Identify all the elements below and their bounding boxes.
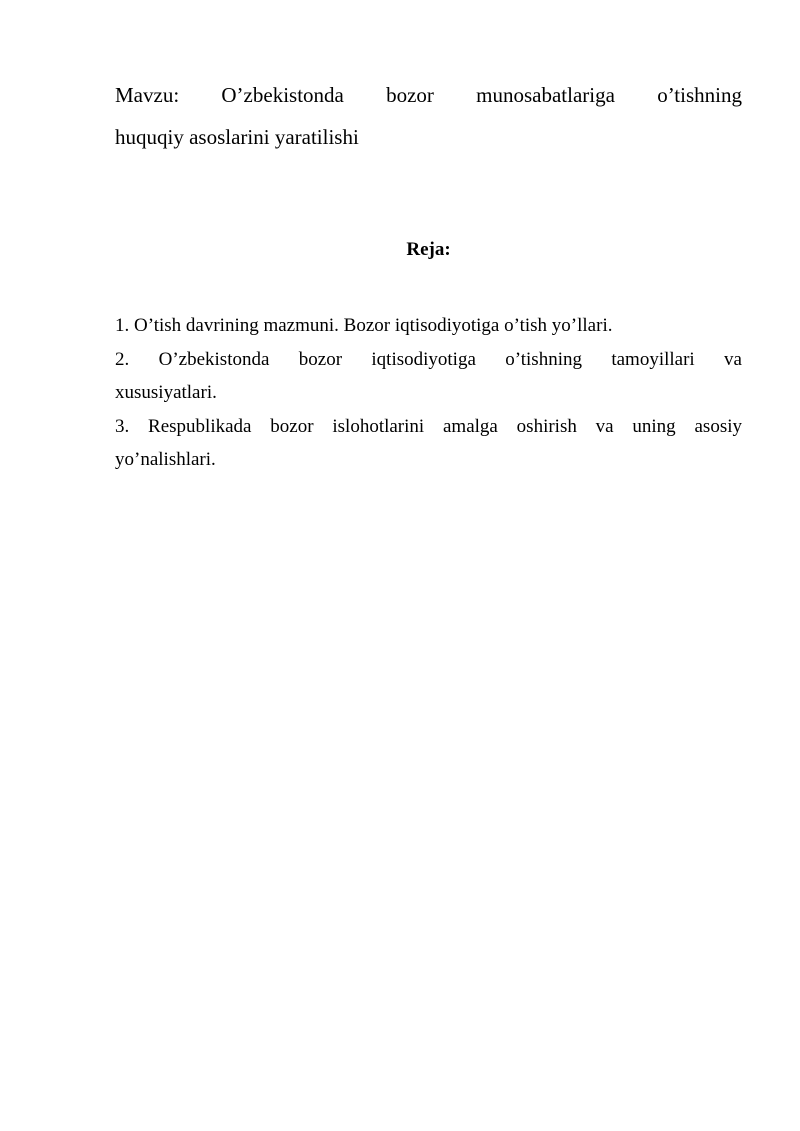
plan-item-1-line-1: 1. O’tish davrining mazmuni. Bozor iqtisodiyotiga o’tish yo’llari. <box>115 315 613 336</box>
plan-item-2-line-1: 2. O’zbekistonda bozor iqtisodiyotiga o’tishning tamoyillari va <box>115 348 742 370</box>
plan-item-1 <box>115 309 742 343</box>
topic-title <box>115 74 742 158</box>
topic-title-line-1: Mavzu: O’zbekistonda bozor munosabatlariga o’tishning <box>115 83 742 107</box>
plan-list <box>115 309 742 477</box>
plan-heading <box>115 234 742 266</box>
topic-title-line-2: huquqiy asoslarini yaratilishi <box>115 125 359 149</box>
plan-item-3-line-2: yo’nalishlari. <box>115 449 216 470</box>
plan-item-2-line-2: xususiyatlari. <box>115 382 217 403</box>
plan-item-3-line-1: 3. Respublikada bozor islohotlarini amalga oshirish va uning asosiy <box>115 415 742 437</box>
plan-heading-text: Reja: <box>406 239 451 260</box>
plan-item-3 <box>115 410 742 477</box>
plan-item-2 <box>115 343 742 410</box>
